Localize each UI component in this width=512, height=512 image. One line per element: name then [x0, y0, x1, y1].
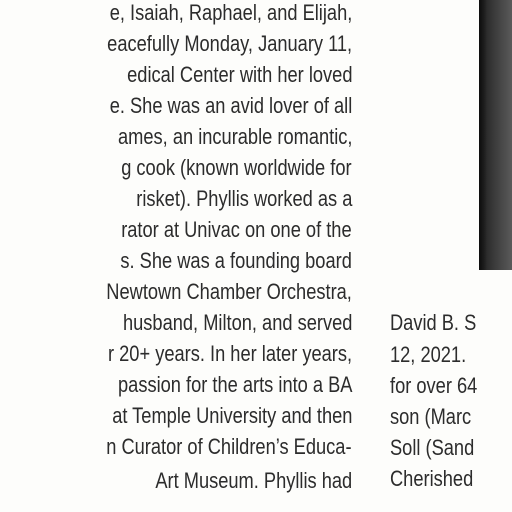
portrait-photo — [479, 0, 512, 270]
text-line: Newtown Chamber Orchestra, — [106, 279, 352, 304]
text-line: husband, Milton, and served — [122, 310, 352, 335]
text-line: Art Museum. Phyllis had — [155, 468, 352, 493]
text-line: e, Isaiah, Raphael, and Elijah, — [109, 0, 352, 25]
text-line: r 20+ years. In her later years, — [107, 341, 352, 366]
obituary-text-right-column — [380, 300, 512, 512]
text-line: edical Center with her loved — [126, 62, 352, 87]
text-line: 12, 2021. — [390, 342, 467, 367]
photo-edge-shadow — [479, 0, 487, 270]
text-line: rator at Univac on one of the — [121, 217, 352, 242]
text-line: Soll (Sand — [390, 435, 475, 460]
text-line: n Curator of Children’s Educa- — [106, 434, 352, 459]
text-line: at Temple University and then — [111, 403, 352, 428]
text-line: for over 64 — [390, 373, 478, 398]
text-line: ames, an incurable romantic, — [117, 124, 352, 149]
text-line: eacefully Monday, January 11, — [107, 31, 352, 56]
text-line: passion for the arts into a BA — [117, 372, 352, 397]
text-line: g cook (known worldwide for — [121, 155, 352, 180]
text-line: s. She was a founding board — [120, 248, 352, 273]
text-line: e. She was an avid lover of all — [109, 93, 352, 118]
text-line: Cherished — [390, 466, 474, 491]
text-line: risket). Phyllis worked as a — [135, 186, 352, 211]
text-line: David B. S — [390, 310, 477, 335]
text-line: son (Marc — [390, 404, 472, 429]
